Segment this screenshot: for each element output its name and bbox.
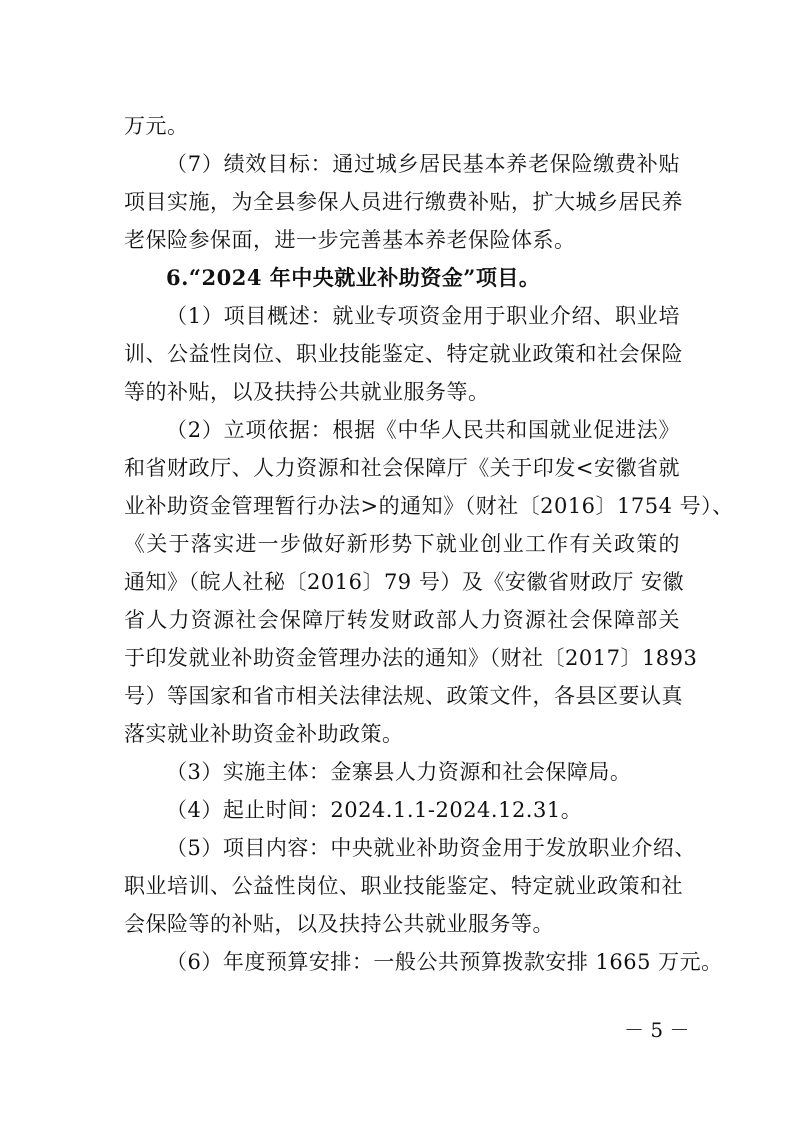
text-line: 号）等国家和省市相关法律法规、政策文件，各县区要认真	[124, 684, 683, 708]
text-line: （6）年度预算安排：一般公共预算拨款安排 1665 万元。	[166, 950, 723, 974]
text-line: （7）绩效目标：通过城乡居民基本养老保险缴费补贴	[166, 152, 680, 176]
text-line: 落实就业补助资金补助政策。	[124, 722, 404, 746]
text-line: 万元。	[124, 114, 189, 138]
text-line: （2）立项依据：根据《中华人民共和国就业促进法》	[166, 418, 680, 442]
text-line: 项目实施，为全县参保人员进行缴费补贴，扩大城乡居民养	[124, 190, 683, 214]
text-line: （1）项目概述：就业专项资金用于职业介绍、职业培	[166, 304, 680, 328]
text-line: 《关于落实进一步做好新形势下就业创业工作有关政策的	[124, 532, 680, 556]
text-line: （5）项目内容：中央就业补助资金用于发放职业介绍、	[166, 836, 696, 860]
text-line: （3）实施主体：金寨县人力资源和社会保障局。	[166, 760, 632, 784]
text-line: 等的补贴，以及扶持公共就业服务等。	[124, 380, 490, 404]
text-line: 于印发就业补助资金管理办法的通知》（财社〔2017〕1893	[124, 646, 698, 670]
text-line: 省人力资源社会保障厅转发财政部人力资源社会保障部关	[124, 608, 680, 632]
text-line: 职业培训、公益性岗位、职业技能鉴定、特定就业政策和社	[124, 874, 683, 898]
page-number: － 5 －	[624, 1018, 690, 1042]
text-line: 和省财政厅、人力资源和社会保障厅《关于印发<安徽省就	[124, 456, 680, 480]
text-line: （4）起止时间：2024.1.1-2024.12.31。	[166, 798, 583, 822]
text-line: 业补助资金管理暂行办法>的通知》（财社〔2016〕1754 号）、	[124, 494, 734, 518]
text-line: 老保险参保面，进一步完善基本养老保险体系。	[124, 228, 576, 252]
section-heading: 6.“2024 年中央就业补助资金”项目。	[166, 265, 541, 290]
text-line: 训、公益性岗位、职业技能鉴定、特定就业政策和社会保险	[124, 342, 683, 366]
text-line: 会保险等的补贴，以及扶持公共就业服务等。	[124, 912, 554, 936]
text-line: 通知》（皖人社秘〔2016〕79 号）及《安徽省财政厅 安徽	[124, 570, 685, 594]
